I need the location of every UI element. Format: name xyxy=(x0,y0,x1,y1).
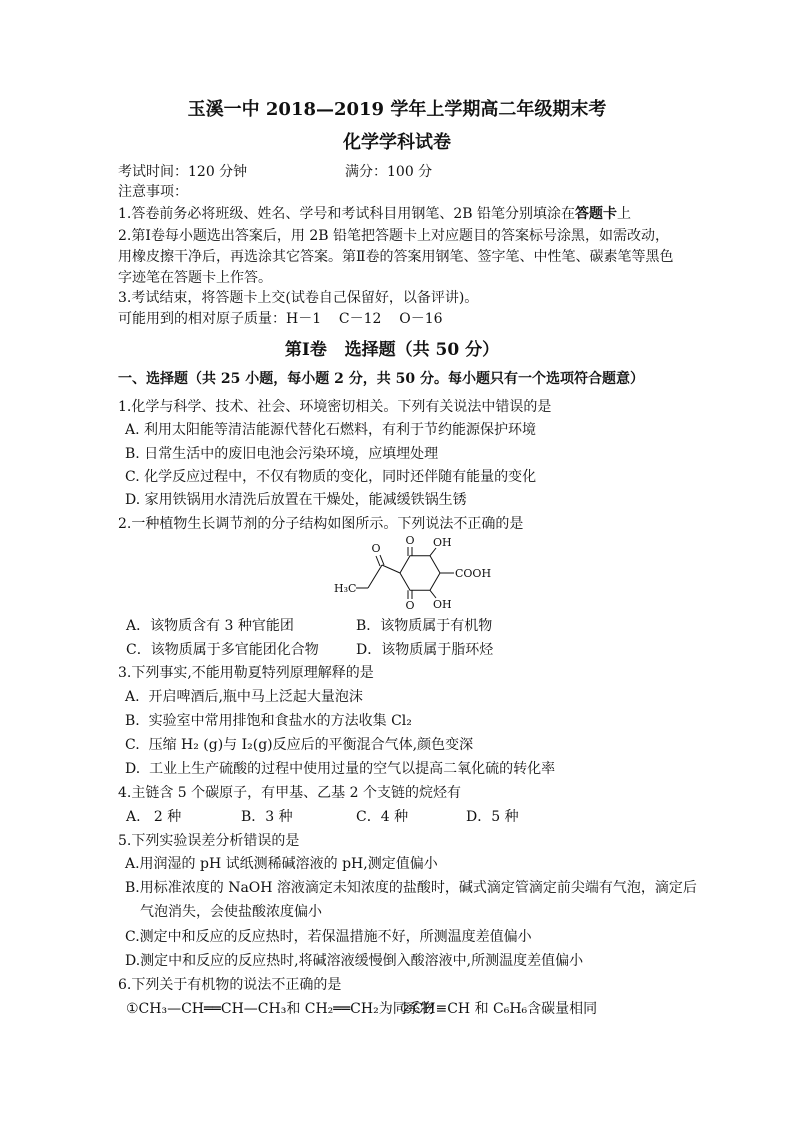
question-option: B．该物质属于有机物 xyxy=(356,618,493,634)
question-option: B. 实验室中常用排饱和食盐水的方法收集 Cl₂ xyxy=(125,713,412,729)
acyl-carbonyl-bond xyxy=(376,556,380,566)
question-option: C. 化学反应过程中，不仅有物质的变化，同时还伴随有能量的变化 xyxy=(125,469,537,485)
note-1-emphasis: 答题卡 xyxy=(575,206,618,222)
carboxyl-label: COOH xyxy=(455,567,492,580)
acyl-oxygen: O xyxy=(371,542,381,555)
question-option: B．3 种 xyxy=(241,809,293,825)
note-2-line: 2.第Ⅰ卷每小题选出答案后，用 2B 铅笔把答题卡上对应题目的答案标号涂黑，如需改动， xyxy=(118,228,669,244)
question-option: C. 压缩 H₂ (g)与 I₂(g)反应后的平衡混合气体,颜色变深 xyxy=(125,737,474,753)
question-stem: 1.化学与科学、技术、社会、环境密切相关。下列有关说法中错误的是 xyxy=(118,399,552,415)
exam-full-score: 满分：100 分 xyxy=(345,164,433,180)
question-option-continuation: 气泡消失，会使盐酸浓度偏小 xyxy=(140,904,322,920)
notes-heading: 注意事项： xyxy=(118,184,188,200)
question-stem: 4.主链含 5 个碳原子，有甲基、乙基 2 个支链的烷烃有 xyxy=(118,785,461,801)
acyl-carbonyl-bond xyxy=(380,555,384,565)
hydroxyl-top-label: OH xyxy=(433,536,452,549)
question-option: A．该物质含有 3 种官能团 xyxy=(126,618,294,634)
note-2-line: 用橡皮擦干净后，再选涂其它答案。第Ⅱ卷的答案用钢笔、签字笔、中性笔、碳素笔等黑色 xyxy=(118,249,674,265)
question-option: D．该物质属于脂环烃 xyxy=(356,642,494,658)
part-heading: 一、选择题（共 25 小题，每小题 2 分，共 50 分。每小题只有一个选项符合题意） xyxy=(118,371,644,387)
hydroxyl-bottom-bond xyxy=(430,590,436,598)
note-3: 3.考试结束，将答题卡上交(试卷自己保留好，以备评讲)。 xyxy=(118,290,479,306)
cyclohexane-ring xyxy=(400,556,440,591)
note-1-text: 1.答卷前务必将班级、姓名、学号和考试科目用钢笔、2B 铅笔分别填涂在 xyxy=(118,206,576,222)
question-option: C．该物质属于多官能团化合物 xyxy=(126,642,319,658)
question-statement: ①CH₃—CH══CH—CH₃和 CH₂══CH₂为同系物 xyxy=(126,1001,435,1017)
question-option: B. 日常生活中的废旧电池会污染环境，应填埋处理 xyxy=(125,446,439,462)
question-option: A. 开启啤酒后,瓶中马上泛起大量泡沫 xyxy=(125,689,363,705)
ethyl-bond xyxy=(368,565,382,588)
question-stem: 2.一种植物生长调节剂的分子结构如图所示。下列说法不正确的是 xyxy=(118,516,524,532)
question-option: A.用润湿的 pH 试纸测稀碱溶液的 pH,测定值偏小 xyxy=(125,856,438,872)
exam-time: 考试时间：120 分钟 xyxy=(118,164,248,180)
acyl-ring-bond xyxy=(382,565,400,573)
ketone-bottom-oxygen: O xyxy=(405,599,415,612)
question-stem: 6.下列关于有机物的说法不正确的是 xyxy=(118,977,342,993)
hydroxyl-top-bond xyxy=(430,548,436,556)
exam-title: 玉溪一中 2018—2019 学年上学期高二年级期末考 xyxy=(187,99,607,120)
note-1-tail: 上 xyxy=(617,206,632,222)
question-option: B.用标准浓度的 NaOH 溶液滴定未知浓度的盐酸时，碱式滴定管滴定前尖端有气泡，滴定后 xyxy=(125,880,697,896)
question-option: D.测定中和反应的反应热时,将碱溶液缓慢倒入酸溶液中,所测温度差值偏小 xyxy=(125,953,584,969)
question-option: C.测定中和反应的反应热时，若保温措施不好，所测温度差值偏小 xyxy=(125,929,532,945)
question-option: D. 工业上生产硫酸的过程中使用过量的空气以提高二氧化硫的转化率 xyxy=(125,761,556,777)
question-option: A. 利用太阳能等清洁能源代替化石燃料，有利于节约能源保护环境 xyxy=(125,422,537,438)
hydroxyl-bottom-label: OH xyxy=(433,598,452,611)
ketone-top-oxygen: O xyxy=(405,534,415,547)
note-2-line: 字迹笔在答题卡上作答。 xyxy=(118,270,272,286)
molecular-structure-diagram xyxy=(330,533,495,615)
question-option: A. 2 种 xyxy=(126,809,182,825)
question-stem: 3.下列事实,不能用勒夏特列原理解释的是 xyxy=(118,665,374,681)
question-option: C．4 种 xyxy=(356,809,409,825)
exam-subtitle: 化学学科试卷 xyxy=(343,132,451,153)
question-option: D．5 种 xyxy=(466,809,519,825)
methyl-label: H₃C xyxy=(334,582,357,595)
question-stem: 5.下列实验误差分析错误的是 xyxy=(118,833,300,849)
section-title: 第Ⅰ卷 选择题（共 50 分） xyxy=(284,340,500,360)
question-statement: ②CH≡CH 和 C₆H₆含碳量相同 xyxy=(400,1001,598,1017)
note-1 xyxy=(118,204,631,224)
atomic-mass-line: 可能用到的相对原子质量：H－1 C－12 O－16 xyxy=(118,311,443,327)
question-option: D. 家用铁锅用水清洗后放置在干燥处，能减缓铁锅生锈 xyxy=(125,492,467,508)
